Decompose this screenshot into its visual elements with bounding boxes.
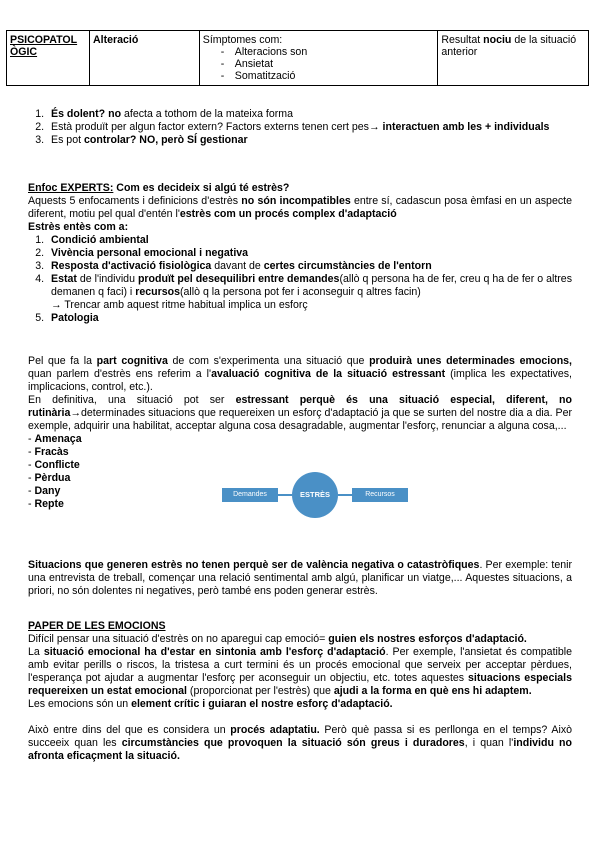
list-item: 4. Estat de l'individu produït pel desequilibri entre demandes(allò q persona ha de fer, creu q ha de fer o altres demanen q faci) i recursos(allò q la persona pot fer i aconseguir q altres facin) → Trencar amb aquest ritme habitual implica un esforç (47, 273, 572, 312)
emotions-heading: PAPER DE LES EMOCIONS (28, 620, 166, 632)
experts-heading: Enfoc EXPERTS: Com es decideix si algú té estrès? (28, 182, 290, 194)
emotions-section (28, 620, 572, 763)
list-item: - Dany (28, 485, 61, 497)
list-item: 2. Està produït per algun factor extern? Factors externs tenen cert pes→ interactuen amb les + individuals (47, 121, 572, 134)
situations-paragraph: Situacions que generen estrès no tenen perquè ser de valència negativa o catastròfiques. Per exemple: tenir una entrevista de treball, començar una relació sentimental amb algú, planificar un viatge,... Aquestes situacions, a priori, no són dolentes ni negatives, però també ens poden generar estrès. (28, 559, 572, 597)
list-item: - Amenaça (28, 433, 82, 445)
header-cell-psicopatologic: PSICOPATOL ÒGIC (7, 31, 90, 86)
list-item: 2. Vivència personal emocional i negativa (47, 247, 572, 260)
list-item: - Fracàs (28, 446, 69, 458)
header-cell-resultat: Resultat nociu de la situació anterior (438, 31, 589, 86)
header-cell-alteracio: Alteració (89, 31, 199, 86)
left-connector (278, 494, 292, 496)
cognitive-paragraph: Pel que fa la part cognitiva de com s'experimenta una situació que produirà unes determinades emocions, quan parlem d'estrès ens referim a l'avaluació cognitiva de la situació estressant (implica les expectatives, implicacions, control, etc.). (28, 355, 572, 393)
list-item: 1. És dolent? no afecta a tothom de la mateixa forma (47, 108, 572, 121)
emotions-line: Difícil pensar una situació d'estrès on no aparegui cap emoció= guien els nostres esforços d'adaptació. (28, 633, 527, 645)
list-item: - Repte (28, 498, 64, 510)
header-cell-simptomes: Símptomes com: - Alteracions son - Ansietat - Somatització (199, 31, 438, 86)
list-item: 3. Resposta d'activació fisiològica davant de certes circumstàncies de l'entorn (47, 260, 572, 273)
emotions-paragraph: La situació emocional ha d'estar en sintonia amb l'esforç d'adaptació. Per exemple, l'ansietat és compatible amb evitar perills o riscos, la tristesa a curt termini és un procés emocional que serveix per acceptar pèrdues, l'esperança pot ajudar a augmentar l'esforç per aconseguir un objectiu, etc. totes aquestes situacions especials requereixen un estat emocional (proporcionat per l'estrès) que ajudi a la forma en què ens hi adaptem. (28, 646, 573, 697)
symptom-item: - Alteracions son (219, 46, 435, 58)
experts-paragraph: Aquests 5 enfocaments i definicions d'estrès no són incompatibles entre sí, cadascun posa èmfasi en un aspecte diferent, motiu pel qual d'entén l'estrès com un procés complex d'adaptació (28, 195, 572, 220)
emotions-critical: Les emocions són un element crític i guiaran el nostre esforç d'adaptació. (28, 698, 393, 710)
experts-section (28, 182, 572, 325)
stress-as-heading: Estrès entès com a: (28, 221, 129, 233)
recursos-box: Recursos (352, 488, 408, 502)
symptom-item: - Ansietat (219, 58, 435, 70)
right-connector (338, 494, 352, 496)
header-table (6, 30, 589, 86)
definitiva-paragraph: En definitiva, una situació pot ser estressant perquè és una situació especial, diferent, no rutinària→determinades situacions que requereixen un esforç d'adaptació ja que se surten del nostre dia a dia. Per exemple, adquirir una habilitat, acceptar alguna cosa desagradable, augmentar l'esforç, renunciar a alguna cosa,... (28, 394, 572, 432)
intro-list (28, 108, 572, 147)
list-item: - Conflicte (28, 459, 80, 471)
demandes-box: Demandes (222, 488, 278, 502)
adaptive-paragraph: Això entre dins del que es considera un procés adaptatiu. Però què passa si es perllonga en el temps? Això succeeix quan les circumstàncies que provoquen la situació són greus i duradores, i quan l'individu no afronta eficaçment la situació. (28, 724, 573, 762)
list-item: 3. Es pot controlar? NO, però SÍ gestionar (47, 134, 572, 147)
situations-section (28, 559, 572, 598)
stress-diagram (222, 466, 402, 522)
list-item: - Pèrdua (28, 472, 71, 484)
list-item: 1. Condició ambiental (47, 234, 572, 247)
estres-circle: ESTRÈS (292, 472, 338, 518)
list-item: 5. Patologia (47, 312, 572, 325)
symptom-item: - Somatització (219, 70, 435, 82)
